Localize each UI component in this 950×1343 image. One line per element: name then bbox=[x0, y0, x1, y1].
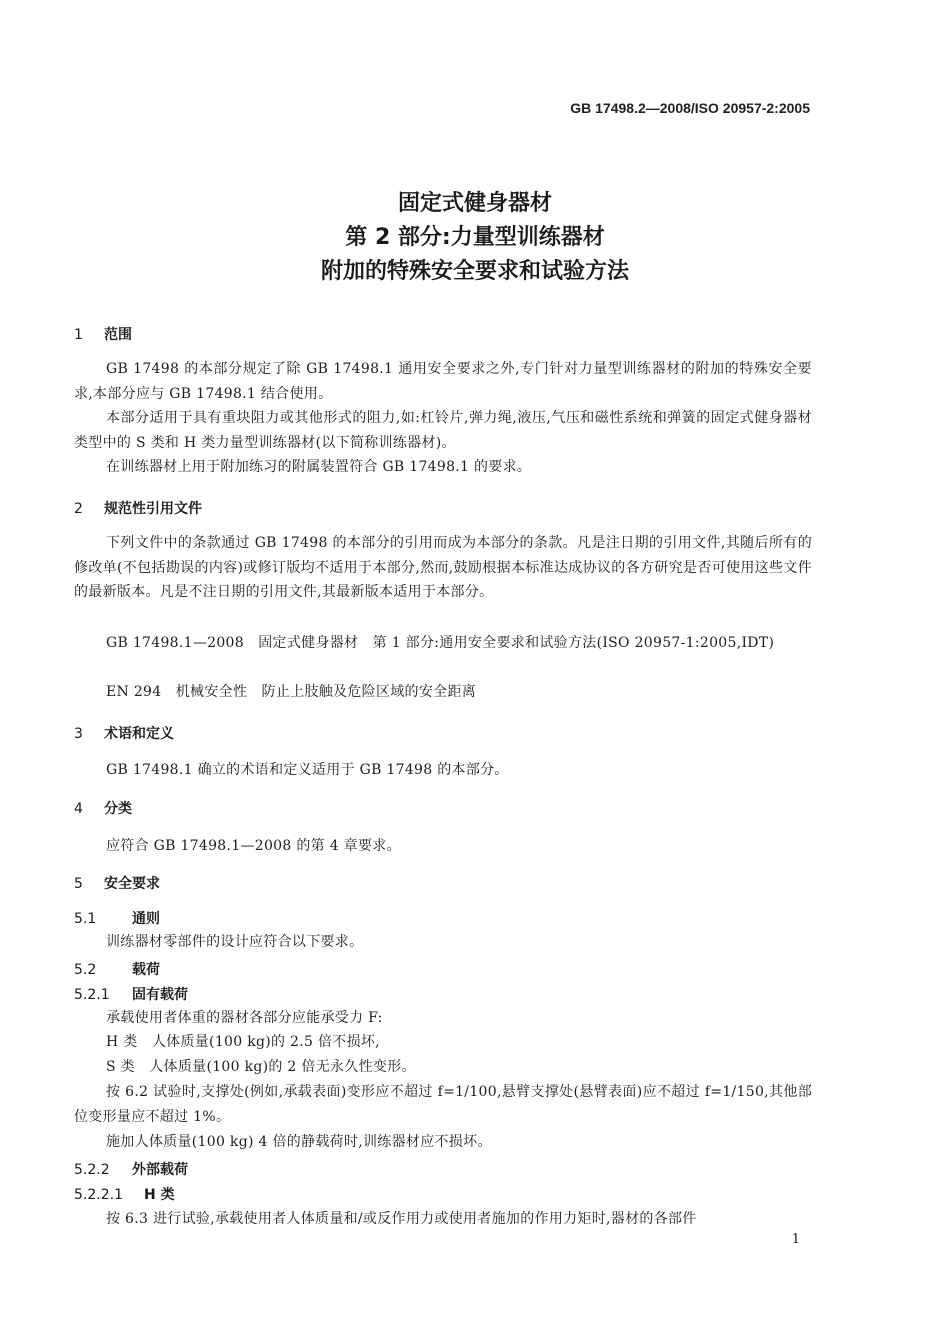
subsection-5-1-paragraph: 训练器材零部件的设计应符合以下要求。 bbox=[106, 934, 364, 950]
section-5-heading bbox=[74, 873, 160, 893]
subsection-5-2-1-class-s: S 类 人体质量(100 kg)的 2 倍无永久性变形。 bbox=[106, 1059, 416, 1075]
section-number: 2 bbox=[74, 501, 83, 517]
standard-code-header: GB 17498.2—2008/ISO 20957-2:2005 bbox=[570, 100, 810, 116]
title-line-2: 第 2 部分:力量型训练器材 bbox=[345, 225, 605, 250]
subsection-5-2-2-1-paragraph: 按 6.3 进行试验,承载使用者人体质量和/或反作用力或使用者施加的作用力矩时,器材的各部件 bbox=[106, 1211, 697, 1227]
subsection-5-2-2-1-heading bbox=[74, 1184, 175, 1204]
subsection-number: 5.2.1 bbox=[74, 987, 110, 1003]
section-title: 安全要求 bbox=[104, 876, 160, 892]
section-2-paragraph-1: 下列文件中的条款通过 GB 17498 的本部分的引用而成为本部分的条款。凡是注日期的引用文件,其随后所有的修改单(不包括勘误的内容)或修订版均不适用于本部分,然而,鼓励根据本标准达成协议的各方研究是否可使用这些文件的最新版本。凡是不注日期的引用文件,其最新版本适用于本部分。 bbox=[74, 535, 812, 600]
subsection-title: 通则 bbox=[132, 911, 160, 927]
section-3-paragraph-1: GB 17498.1 确立的术语和定义适用于 GB 17498 的本部分。 bbox=[106, 762, 509, 778]
subsection-5-2-1-class-h: H 类 人体质量(100 kg)的 2.5 倍不损坏, bbox=[106, 1034, 380, 1050]
subsection-5-2-1-paragraph-1: 承载使用者体重的器材各部分应能承受力 F: bbox=[106, 1010, 383, 1026]
subsection-5-2-1-heading bbox=[74, 984, 188, 1004]
section-1-paragraph-1: GB 17498 的本部分规定了除 GB 17498.1 通用安全要求之外,专门针对力量型训练器材的附加的特殊安全要求,本部分应与 GB 17498.1 结合使用。 bbox=[74, 361, 812, 402]
subsection-number: 5.2.2.1 bbox=[74, 1187, 123, 1203]
subsection-number: 5.2.2 bbox=[74, 1162, 110, 1178]
section-4-paragraph-1: 应符合 GB 17498.1—2008 的第 4 章要求。 bbox=[106, 838, 401, 854]
subsection-5-2-2-heading bbox=[74, 1159, 188, 1179]
subsection-5-2-1-paragraph-5: 施加人体质量(100 kg) 4 倍的静载荷时,训练器材应不损坏。 bbox=[106, 1134, 492, 1150]
section-1-heading bbox=[74, 324, 132, 344]
subsection-5-1-heading bbox=[74, 908, 160, 928]
section-number: 1 bbox=[74, 327, 83, 343]
reference-en294: EN 294 机械安全性 防止上肢触及危险区域的安全距离 bbox=[106, 684, 477, 700]
subsection-number: 5.2 bbox=[74, 962, 97, 978]
section-2-heading bbox=[74, 498, 202, 518]
section-title: 分类 bbox=[104, 801, 132, 817]
section-title: 规范性引用文件 bbox=[104, 501, 202, 517]
page-number: 1 bbox=[791, 1232, 800, 1247]
section-title: 术语和定义 bbox=[104, 726, 174, 742]
section-title: 范围 bbox=[104, 327, 132, 343]
subsection-title: 外部载荷 bbox=[132, 1162, 188, 1178]
section-4-heading bbox=[74, 798, 132, 818]
subsection-5-2-heading bbox=[74, 959, 160, 979]
title-line-3: 附加的特殊安全要求和试验方法 bbox=[320, 259, 629, 284]
section-number: 3 bbox=[74, 726, 83, 742]
subsection-title: 固有载荷 bbox=[132, 987, 188, 1003]
section-3-heading bbox=[74, 723, 174, 743]
subsection-number: 5.1 bbox=[74, 911, 97, 927]
section-1-paragraph-2: 本部分适用于具有重块阻力或其他形式的阻力,如:杠铃片,弹力绳,液压,气压和磁性系统和弹簧的固定式健身器材类型中的 S 类和 H 类力量型训练器材(以下简称训练器材)。 bbox=[74, 410, 812, 451]
section-1-paragraph-3: 在训练器材上用于附加练习的附属装置符合 GB 17498.1 的要求。 bbox=[106, 459, 532, 475]
section-number: 5 bbox=[74, 876, 83, 892]
subsection-title: 载荷 bbox=[132, 962, 160, 978]
reference-gb17498-1: GB 17498.1—2008 固定式健身器材 第 1 部分:通用安全要求和试验方法(ISO 20957-1:2005,IDT) bbox=[106, 635, 775, 651]
subsection-title: H 类 bbox=[144, 1187, 175, 1203]
subsection-5-2-1-paragraph-4: 按 6.2 试验时,支撑处(例如,承载表面)变形应不超过 f=1/100,悬臂支撑处(悬臂表面)应不超过 f=1/150,其他部位变形量应不超过 1%。 bbox=[74, 1084, 812, 1125]
section-number: 4 bbox=[74, 801, 83, 817]
title-line-1: 固定式健身器材 bbox=[397, 191, 552, 216]
